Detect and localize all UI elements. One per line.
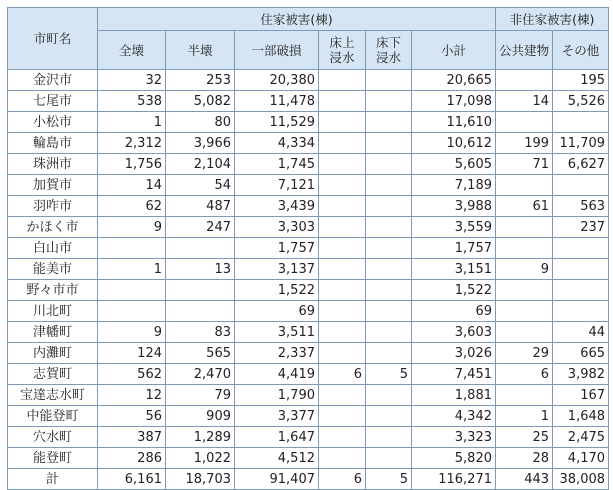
floor-below-flood-cell — [366, 448, 412, 469]
floor-below-flood-cell — [366, 238, 412, 259]
public-buildings-cell — [496, 301, 553, 322]
total-collapse-cell: 2,312 — [98, 133, 166, 154]
partial-damage-cell: 3,303 — [235, 217, 319, 238]
public-buildings-cell: 9 — [496, 259, 553, 280]
total-collapse-cell: 56 — [98, 406, 166, 427]
housing-damage-header: 住家被害(棟) — [98, 8, 496, 31]
floor-above-flood-cell — [319, 280, 366, 301]
half-collapse-cell: 13 — [166, 259, 235, 280]
half-collapse-cell: 18,703 — [166, 469, 235, 490]
half-collapse-cell: 487 — [166, 196, 235, 217]
city-name-cell: 志賀町 — [8, 364, 98, 385]
partial-damage-cell: 20,380 — [235, 70, 319, 91]
floor-below-flood-cell — [366, 91, 412, 112]
partial-damage-cell: 2,337 — [235, 343, 319, 364]
floor-above-flood-cell — [319, 154, 366, 175]
partial-damage-cell: 3,377 — [235, 406, 319, 427]
public-buildings-cell — [496, 112, 553, 133]
city-name-cell: 穴水町 — [8, 427, 98, 448]
table-row — [8, 91, 609, 112]
half-collapse-cell: 79 — [166, 385, 235, 406]
partial-damage-cell: 1,790 — [235, 385, 319, 406]
floor-above-flood-cell — [319, 70, 366, 91]
subtotal-cell: 1,522 — [412, 280, 496, 301]
other-cell: 237 — [553, 217, 609, 238]
public-buildings-cell: 199 — [496, 133, 553, 154]
other-cell: 11,709 — [553, 133, 609, 154]
partial-damage-cell: 1,647 — [235, 427, 319, 448]
half-collapse-cell: 565 — [166, 343, 235, 364]
city-name-cell: 川北町 — [8, 301, 98, 322]
city-name-cell: 七尾市 — [8, 91, 98, 112]
other-cell — [553, 280, 609, 301]
subtotal-cell: 10,612 — [412, 133, 496, 154]
public-buildings-cell: 25 — [496, 427, 553, 448]
table-row — [8, 175, 609, 196]
public-buildings-cell — [496, 70, 553, 91]
floor-below-flood-cell — [366, 259, 412, 280]
half-collapse-cell — [166, 238, 235, 259]
city-name-cell: 加賀市 — [8, 175, 98, 196]
other-cell: 2,475 — [553, 427, 609, 448]
public-buildings-cell — [496, 280, 553, 301]
subtotal-cell: 5,605 — [412, 154, 496, 175]
floor-above-flood-cell — [319, 385, 366, 406]
public-buildings-cell: 14 — [496, 91, 553, 112]
table-row — [8, 217, 609, 238]
city-name-cell: 内灘町 — [8, 343, 98, 364]
partial-damage-cell: 4,419 — [235, 364, 319, 385]
subtotal-cell: 7,189 — [412, 175, 496, 196]
other-cell: 5,526 — [553, 91, 609, 112]
other-cell: 563 — [553, 196, 609, 217]
table-row — [8, 385, 609, 406]
public-buildings-cell: 61 — [496, 196, 553, 217]
half-collapse-cell: 54 — [166, 175, 235, 196]
subtotal-cell: 5,820 — [412, 448, 496, 469]
floor-below-flood-cell — [366, 112, 412, 133]
public-buildings-cell: 6 — [496, 364, 553, 385]
subtotal-cell: 4,342 — [412, 406, 496, 427]
floor-above-flood-cell — [319, 322, 366, 343]
floor-below-flood-cell: 5 — [366, 469, 412, 490]
floor-below-flood-cell — [366, 406, 412, 427]
col-floor-above-line1: 床上 — [329, 35, 355, 50]
subtotal-cell: 1,881 — [412, 385, 496, 406]
floor-below-flood-cell — [366, 175, 412, 196]
partial-damage-cell: 3,439 — [235, 196, 319, 217]
half-collapse-cell: 1,289 — [166, 427, 235, 448]
table-row — [8, 70, 609, 91]
city-name-cell: 小松市 — [8, 112, 98, 133]
partial-damage-cell: 11,529 — [235, 112, 319, 133]
floor-above-flood-cell — [319, 175, 366, 196]
partial-damage-cell: 1,522 — [235, 280, 319, 301]
subtotal-cell: 1,757 — [412, 238, 496, 259]
table-body — [8, 70, 609, 490]
total-collapse-cell: 562 — [98, 364, 166, 385]
public-buildings-cell — [496, 322, 553, 343]
city-name-cell: 羽咋市 — [8, 196, 98, 217]
table-header — [8, 8, 609, 70]
floor-above-flood-cell: 6 — [319, 469, 366, 490]
half-collapse-cell: 1,022 — [166, 448, 235, 469]
nonhousing-damage-header: 非住家被害(棟) — [496, 8, 609, 31]
public-buildings-cell: 71 — [496, 154, 553, 175]
subtotal-cell: 17,098 — [412, 91, 496, 112]
half-collapse-cell: 3,966 — [166, 133, 235, 154]
total-collapse-cell: 9 — [98, 217, 166, 238]
floor-above-flood-cell — [319, 196, 366, 217]
table-row — [8, 364, 609, 385]
partial-damage-cell: 69 — [235, 301, 319, 322]
half-collapse-cell: 5,082 — [166, 91, 235, 112]
total-collapse-cell: 1,756 — [98, 154, 166, 175]
table-row — [8, 322, 609, 343]
subtotal-cell: 3,323 — [412, 427, 496, 448]
col-floor-below-line2: 浸水 — [375, 50, 401, 65]
total-collapse-cell: 32 — [98, 70, 166, 91]
total-collapse-cell: 9 — [98, 322, 166, 343]
total-collapse-cell: 538 — [98, 91, 166, 112]
floor-above-flood-cell — [319, 112, 366, 133]
partial-damage-cell: 3,511 — [235, 322, 319, 343]
table-row — [8, 301, 609, 322]
col-floor-below-flood — [366, 31, 412, 70]
col-floor-below-line1: 床下 — [375, 35, 401, 50]
floor-above-flood-cell — [319, 217, 366, 238]
floor-below-flood-cell — [366, 217, 412, 238]
other-cell — [553, 112, 609, 133]
damage-table — [7, 7, 609, 490]
col-partial-damage: 一部破損 — [235, 31, 319, 70]
floor-above-flood-cell — [319, 133, 366, 154]
table-row — [8, 280, 609, 301]
half-collapse-cell: 253 — [166, 70, 235, 91]
table-row — [8, 343, 609, 364]
partial-damage-cell: 1,757 — [235, 238, 319, 259]
subtotal-cell: 3,559 — [412, 217, 496, 238]
total-collapse-cell: 124 — [98, 343, 166, 364]
partial-damage-cell: 4,512 — [235, 448, 319, 469]
public-buildings-cell — [496, 238, 553, 259]
other-cell: 6,627 — [553, 154, 609, 175]
table-row — [8, 133, 609, 154]
floor-below-flood-cell — [366, 280, 412, 301]
subtotal-cell: 69 — [412, 301, 496, 322]
floor-above-flood-cell — [319, 301, 366, 322]
city-name-cell: 津幡町 — [8, 322, 98, 343]
floor-below-flood-cell — [366, 133, 412, 154]
col-public-buildings: 公共建物 — [496, 31, 553, 70]
floor-below-flood-cell — [366, 70, 412, 91]
floor-above-flood-cell — [319, 406, 366, 427]
floor-below-flood-cell — [366, 301, 412, 322]
col-other: その他 — [553, 31, 609, 70]
city-name-cell: 中能登町 — [8, 406, 98, 427]
floor-above-flood-cell: 6 — [319, 364, 366, 385]
half-collapse-cell: 247 — [166, 217, 235, 238]
floor-above-flood-cell — [319, 427, 366, 448]
table-row — [8, 406, 609, 427]
other-cell: 4,170 — [553, 448, 609, 469]
total-collapse-cell: 12 — [98, 385, 166, 406]
other-cell: 44 — [553, 322, 609, 343]
other-cell: 167 — [553, 385, 609, 406]
total-collapse-cell — [98, 301, 166, 322]
subtotal-cell: 3,603 — [412, 322, 496, 343]
city-name-cell: 野々市市 — [8, 280, 98, 301]
subtotal-cell: 3,988 — [412, 196, 496, 217]
other-cell — [553, 175, 609, 196]
city-name-cell: 計 — [8, 469, 98, 490]
half-collapse-cell — [166, 280, 235, 301]
total-collapse-cell: 1 — [98, 112, 166, 133]
subtotal-cell: 20,665 — [412, 70, 496, 91]
public-buildings-cell: 28 — [496, 448, 553, 469]
city-name-cell: かほく市 — [8, 217, 98, 238]
table-row — [8, 427, 609, 448]
floor-above-flood-cell — [319, 448, 366, 469]
other-cell: 1,648 — [553, 406, 609, 427]
subtotal-cell: 116,271 — [412, 469, 496, 490]
total-collapse-cell — [98, 238, 166, 259]
table-row — [8, 196, 609, 217]
table-row — [8, 448, 609, 469]
floor-below-flood-cell — [366, 322, 412, 343]
public-buildings-cell: 1 — [496, 406, 553, 427]
other-cell: 195 — [553, 70, 609, 91]
total-collapse-cell: 6,161 — [98, 469, 166, 490]
table-row — [8, 154, 609, 175]
other-cell: 3,982 — [553, 364, 609, 385]
table-row — [8, 238, 609, 259]
floor-above-flood-cell — [319, 91, 366, 112]
city-header: 市町名 — [8, 8, 98, 70]
col-subtotal: 小計 — [412, 31, 496, 70]
public-buildings-cell — [496, 385, 553, 406]
table-row — [8, 259, 609, 280]
city-name-cell: 金沢市 — [8, 70, 98, 91]
floor-below-flood-cell — [366, 196, 412, 217]
partial-damage-cell: 1,745 — [235, 154, 319, 175]
city-name-cell: 宝達志水町 — [8, 385, 98, 406]
other-cell: 38,008 — [553, 469, 609, 490]
floor-above-flood-cell — [319, 343, 366, 364]
public-buildings-cell: 29 — [496, 343, 553, 364]
other-cell: 665 — [553, 343, 609, 364]
col-floor-above-line2: 浸水 — [329, 50, 355, 65]
partial-damage-cell: 11,478 — [235, 91, 319, 112]
col-half-collapse: 半壊 — [166, 31, 235, 70]
other-cell — [553, 259, 609, 280]
partial-damage-cell: 7,121 — [235, 175, 319, 196]
subtotal-cell: 3,151 — [412, 259, 496, 280]
total-collapse-cell: 1 — [98, 259, 166, 280]
half-collapse-cell: 80 — [166, 112, 235, 133]
other-cell — [553, 301, 609, 322]
half-collapse-cell — [166, 301, 235, 322]
floor-below-flood-cell — [366, 343, 412, 364]
floor-below-flood-cell — [366, 385, 412, 406]
public-buildings-cell — [496, 175, 553, 196]
partial-damage-cell: 91,407 — [235, 469, 319, 490]
floor-below-flood-cell — [366, 427, 412, 448]
total-collapse-cell: 14 — [98, 175, 166, 196]
damage-table-container — [7, 7, 609, 490]
partial-damage-cell: 3,137 — [235, 259, 319, 280]
table-row — [8, 112, 609, 133]
total-row — [8, 469, 609, 490]
half-collapse-cell: 83 — [166, 322, 235, 343]
subtotal-cell: 11,610 — [412, 112, 496, 133]
floor-below-flood-cell — [366, 154, 412, 175]
col-floor-above-flood — [319, 31, 366, 70]
total-collapse-cell: 62 — [98, 196, 166, 217]
total-collapse-cell — [98, 280, 166, 301]
total-collapse-cell: 387 — [98, 427, 166, 448]
half-collapse-cell: 909 — [166, 406, 235, 427]
other-cell — [553, 238, 609, 259]
subtotal-cell: 3,026 — [412, 343, 496, 364]
floor-below-flood-cell: 5 — [366, 364, 412, 385]
half-collapse-cell: 2,104 — [166, 154, 235, 175]
floor-above-flood-cell — [319, 259, 366, 280]
public-buildings-cell: 443 — [496, 469, 553, 490]
half-collapse-cell: 2,470 — [166, 364, 235, 385]
subtotal-cell: 7,451 — [412, 364, 496, 385]
partial-damage-cell: 4,334 — [235, 133, 319, 154]
floor-above-flood-cell — [319, 238, 366, 259]
city-name-cell: 珠洲市 — [8, 154, 98, 175]
public-buildings-cell — [496, 217, 553, 238]
total-collapse-cell: 286 — [98, 448, 166, 469]
city-name-cell: 能美市 — [8, 259, 98, 280]
city-name-cell: 輪島市 — [8, 133, 98, 154]
col-total-collapse: 全壊 — [98, 31, 166, 70]
city-name-cell: 能登町 — [8, 448, 98, 469]
city-name-cell: 白山市 — [8, 238, 98, 259]
